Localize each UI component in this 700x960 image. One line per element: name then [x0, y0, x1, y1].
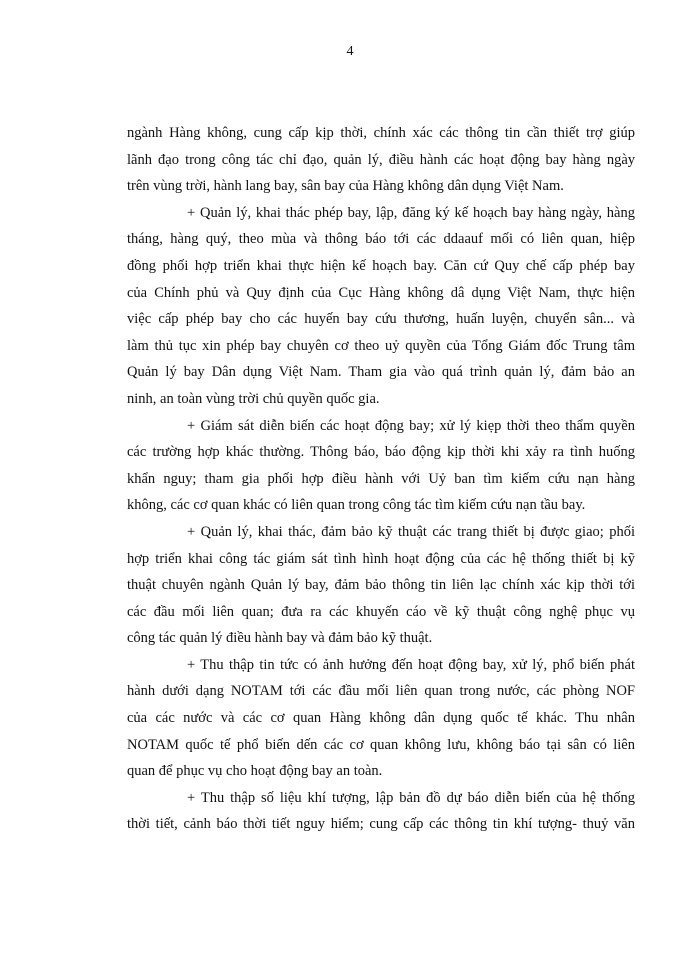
text-line: quan để phục vụ cho hoạt động bay an toàn. [127, 763, 383, 780]
text-line: NOTAM quốc tế phổ biến dến các cơ quan không lưu, không báo tại sân có liên [127, 736, 635, 753]
text-line: khẩn nguy; tham gia phối hợp điều hành với Uỷ ban tìm kiếm cứu nạn hàng [127, 470, 635, 487]
page-number: 4 [346, 44, 354, 59]
text-line: + Giám sát diễn biến các hoạt động bay; xử lý kiẹp thời theo thẩm quyền [187, 417, 635, 434]
text-line: Quản lý bay Dân dụng Việt Nam. Tham gia vào quá trình quản lý, đảm bảo an [127, 364, 635, 381]
text-line: ngành Hàng không, cung cấp kịp thời, chính xác các thông tin cần thiết trợ giúp [127, 125, 635, 141]
text-line: việc cấp phép bay cho các huyến bay cứu thương, huấn luyện, chuyển sân... và [127, 311, 635, 328]
text-line: các đầu mối liên quan; đưa ra các khuyến cáo về kỹ thuật công nghệ phục vụ [127, 603, 635, 620]
text-line: thời tiết, cảnh báo thời tiết nguy hiểm; cung cấp các thông tin khí tượng- thuỷ văn [127, 816, 635, 833]
text-line: hành dưới dạng NOTAM tới các đầu mối liên quan trong nước, các phòng NOF [127, 683, 635, 700]
text-line: thuật chuyên ngành Quản lý bay, đảm bảo thông tin liên lạc chính xác kịp thời tới [127, 577, 635, 594]
text-line: + Quản lý, khai thác phép bay, lập, đăng ký kế hoạch bay hàng ngày, hàng [187, 204, 635, 221]
text-line: đồng phối hợp triển khai thực hiện kế hoạch bay. Căn cứ Quy chế cấp phép bay [127, 257, 635, 274]
text-line: không, các cơ quan khác có liên quan trong công tác tìm kiếm cứu nạn tầu bay. [127, 497, 586, 514]
text-line: công tác quản lý điều hành bay và đảm bảo kỹ thuật. [127, 630, 433, 647]
text-line: hợp triển khai công tác giám sát tình hình hoạt động của các hệ thống thiết bị kỹ [127, 550, 635, 567]
text-line: + Quản lý, khai thác, đảm bảo kỹ thuật các trang thiết bị được giao; phối [187, 523, 635, 540]
text-line: + Thu thập tin tức có ảnh hưởng đến hoạt động bay, xử lý, phổ biến phát [187, 656, 635, 673]
text-line: tháng, hàng quý, theo mùa và thông báo tới các ddaauf mối có liên quan, hiệp [127, 231, 635, 248]
text-line: làm thủ tục xin phép bay chuyên cơ theo uỷ quyền của Tổng Giám đốc Trung tâm [127, 337, 635, 354]
body-text [127, 120, 635, 838]
text-line: lãnh đạo trong công tác chỉ đạo, quản lý, điều hành các hoạt động bay hàng ngày [127, 151, 635, 168]
text-line: ninh, an toàn vùng trời chủ quyền quốc gia. [127, 390, 380, 407]
text-line: + Thu thập số liệu khí tượng, lập bản đồ dự báo diễn biến của hệ thống [187, 789, 635, 806]
text-line: của Chính phủ và Quy định của Cục Hàng không dâ dụng Việt Nam, thực hiện [127, 284, 635, 301]
text-line: các trường hợp khác thường. Thông báo, báo động kịp thời khi xảy ra tình huống [127, 444, 635, 461]
text-line: của các nước và các cơ quan Hàng không dân dụng quốc tế khác. Thu nhân [127, 710, 635, 727]
text-line: trên vùng trời, hành lang bay, sân bay của Hàng không dân dụng Việt Nam. [127, 178, 564, 195]
